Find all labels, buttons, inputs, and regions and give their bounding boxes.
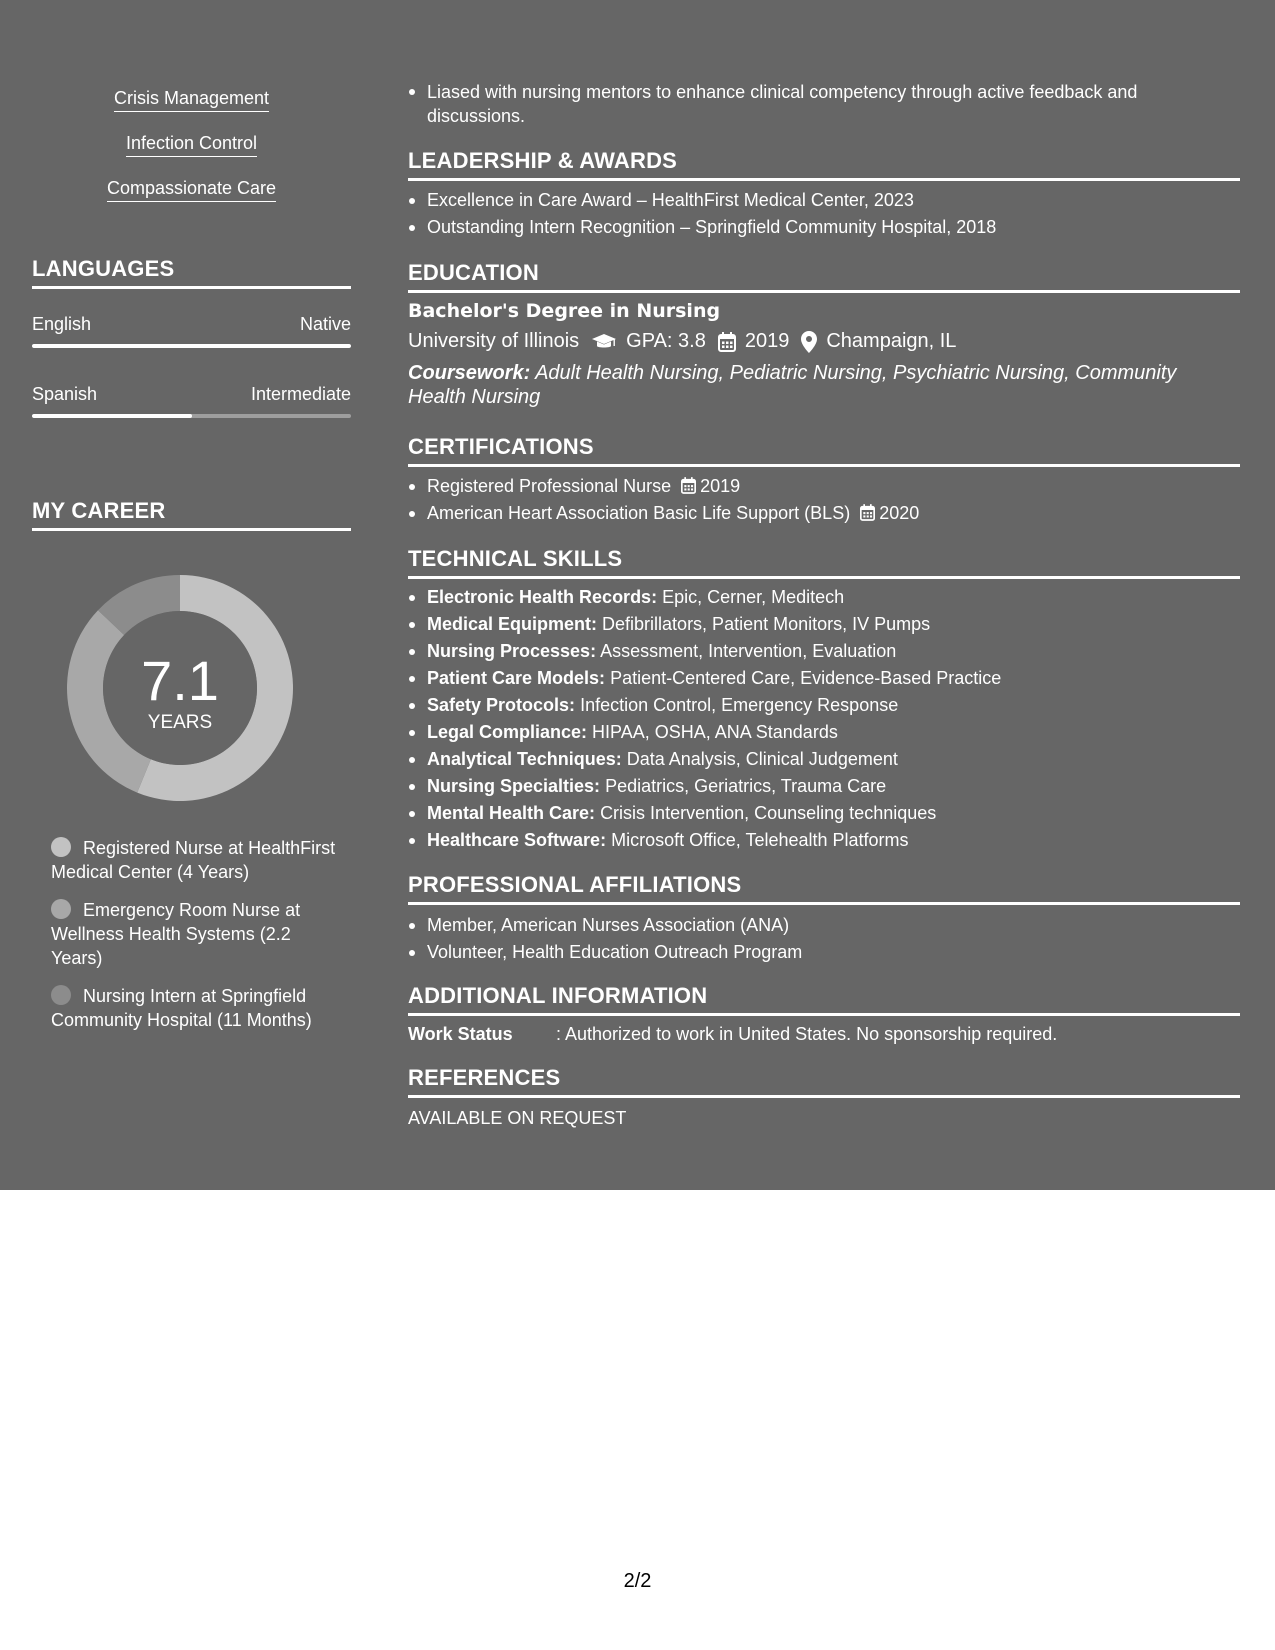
location-pin-icon bbox=[801, 331, 817, 353]
technical-skill-item: Mental Health Care: Crisis Intervention, Counseling techniques bbox=[408, 800, 1240, 827]
legend-dot-icon bbox=[51, 985, 71, 1005]
page-number: 2/2 bbox=[623, 1570, 652, 1592]
technical-skill-item: Electronic Health Records: Epic, Cerner, Meditech bbox=[408, 584, 1240, 611]
language-name: English bbox=[32, 314, 92, 334]
education-meta bbox=[408, 330, 956, 353]
career-legend-item: Registered Nurse at HealthFirst Medical Center (4 Years) bbox=[51, 838, 336, 882]
experience-bullets bbox=[408, 80, 1198, 128]
technical-skill-item: Legal Compliance: HIPAA, OSHA, ANA Standards bbox=[408, 719, 1240, 746]
career-heading: MY CAREER bbox=[32, 498, 351, 531]
affiliations-heading: PROFESSIONAL AFFILIATIONS bbox=[408, 872, 1240, 905]
certifications-list bbox=[408, 473, 1240, 527]
technical-skill-item: Medical Equipment: Defibrillators, Patient Monitors, IV Pumps bbox=[408, 611, 1240, 638]
language-spanish bbox=[32, 384, 351, 405]
technical-skill-item: Nursing Specialties: Pediatrics, Geriatrics, Trauma Care bbox=[408, 773, 1240, 800]
graduation-cap-icon bbox=[591, 333, 617, 351]
technical-skill-item: Patient Care Models: Patient-Centered Care, Evidence-Based Practice bbox=[408, 665, 1240, 692]
award-item: Outstanding Intern Recognition – Springfield Community Hospital, 2018 bbox=[408, 214, 1240, 241]
leadership-heading: LEADERSHIP & AWARDS bbox=[408, 148, 1240, 181]
languages-heading: LANGUAGES bbox=[32, 256, 351, 289]
coursework-list: Adult Health Nursing, Pediatric Nursing, Psychiatric Nursing, Community Health Nursing bbox=[408, 362, 1177, 408]
language-level: Native bbox=[299, 314, 351, 334]
experience-bullet: Liased with nursing mentors to enhance clinical competency through active feedback and discussions. bbox=[408, 80, 1198, 128]
degree-title: Bachelor's Degree in Nursing bbox=[408, 300, 721, 322]
career-legend-item: Emergency Room Nurse at Wellness Health Systems (2.2 Years) bbox=[51, 900, 301, 968]
career-legend-item: Nursing Intern at Springfield Community Hospital (11 Months) bbox=[51, 986, 312, 1030]
additional-info-heading: ADDITIONAL INFORMATION bbox=[408, 983, 1240, 1016]
technical-skill-item: Nursing Processes: Assessment, Intervention, Evaluation bbox=[408, 638, 1240, 665]
education-heading: EDUCATION bbox=[408, 260, 1240, 293]
career-total: 7.1 bbox=[141, 649, 219, 712]
technical-skills-heading: TECHNICAL SKILLS bbox=[408, 546, 1240, 579]
references-heading: REFERENCES bbox=[408, 1065, 1240, 1098]
calendar-icon bbox=[681, 477, 696, 494]
technical-skill-item: Analytical Techniques: Data Analysis, Clinical Judgement bbox=[408, 746, 1240, 773]
language-spanish-bar bbox=[32, 414, 351, 418]
leadership-list bbox=[408, 187, 1240, 241]
graduation-year: 2019 bbox=[744, 330, 790, 352]
technical-skill-item: Safety Protocols: Infection Control, Emergency Response bbox=[408, 692, 1240, 719]
work-status-row bbox=[408, 1024, 1057, 1045]
award-item: Excellence in Care Award – HealthFirst Medical Center, 2023 bbox=[408, 187, 1240, 214]
skill-tag-crisis-management[interactable]: Crisis Management bbox=[32, 88, 351, 112]
legend-dot-icon bbox=[51, 837, 71, 857]
language-english bbox=[32, 314, 351, 335]
certification-item: Registered Professional Nurse 2019 bbox=[408, 473, 1240, 500]
affiliation-item: Member, American Nurses Association (ANA) bbox=[408, 912, 1240, 939]
affiliation-item: Volunteer, Health Education Outreach Program bbox=[408, 939, 1240, 966]
legend-dot-icon bbox=[51, 899, 71, 919]
calendar-icon bbox=[860, 504, 875, 521]
career-legend bbox=[51, 836, 341, 1046]
language-english-bar bbox=[32, 344, 351, 348]
work-status-value: : Authorized to work in United States. No sponsorship required. bbox=[556, 1024, 1058, 1044]
career-donut-chart bbox=[67, 575, 293, 801]
skill-tag-compassionate-care[interactable]: Compassionate Care bbox=[32, 178, 351, 202]
gpa: GPA: 3.8 bbox=[626, 330, 706, 352]
technical-skills-list bbox=[408, 584, 1240, 854]
certification-item: American Heart Association Basic Life Support (BLS) 2020 bbox=[408, 500, 1240, 527]
school-name: University of Illinois bbox=[408, 330, 580, 352]
references-text: AVAILABLE ON REQUEST bbox=[408, 1108, 627, 1128]
technical-skill-item: Healthcare Software: Microsoft Office, Telehealth Platforms bbox=[408, 827, 1240, 854]
language-level: Intermediate bbox=[250, 384, 351, 404]
affiliations-list bbox=[408, 912, 1240, 966]
certifications-heading: CERTIFICATIONS bbox=[408, 434, 1240, 467]
school-location: Champaign, IL bbox=[826, 330, 957, 352]
career-unit: YEARS bbox=[147, 712, 213, 733]
coursework bbox=[408, 361, 1208, 409]
calendar-icon bbox=[718, 332, 736, 352]
language-name: Spanish bbox=[32, 384, 98, 404]
work-status-label: Work Status bbox=[408, 1024, 513, 1044]
skill-tag-infection-control[interactable]: Infection Control bbox=[32, 133, 351, 157]
coursework-label: Coursework: bbox=[408, 362, 531, 384]
